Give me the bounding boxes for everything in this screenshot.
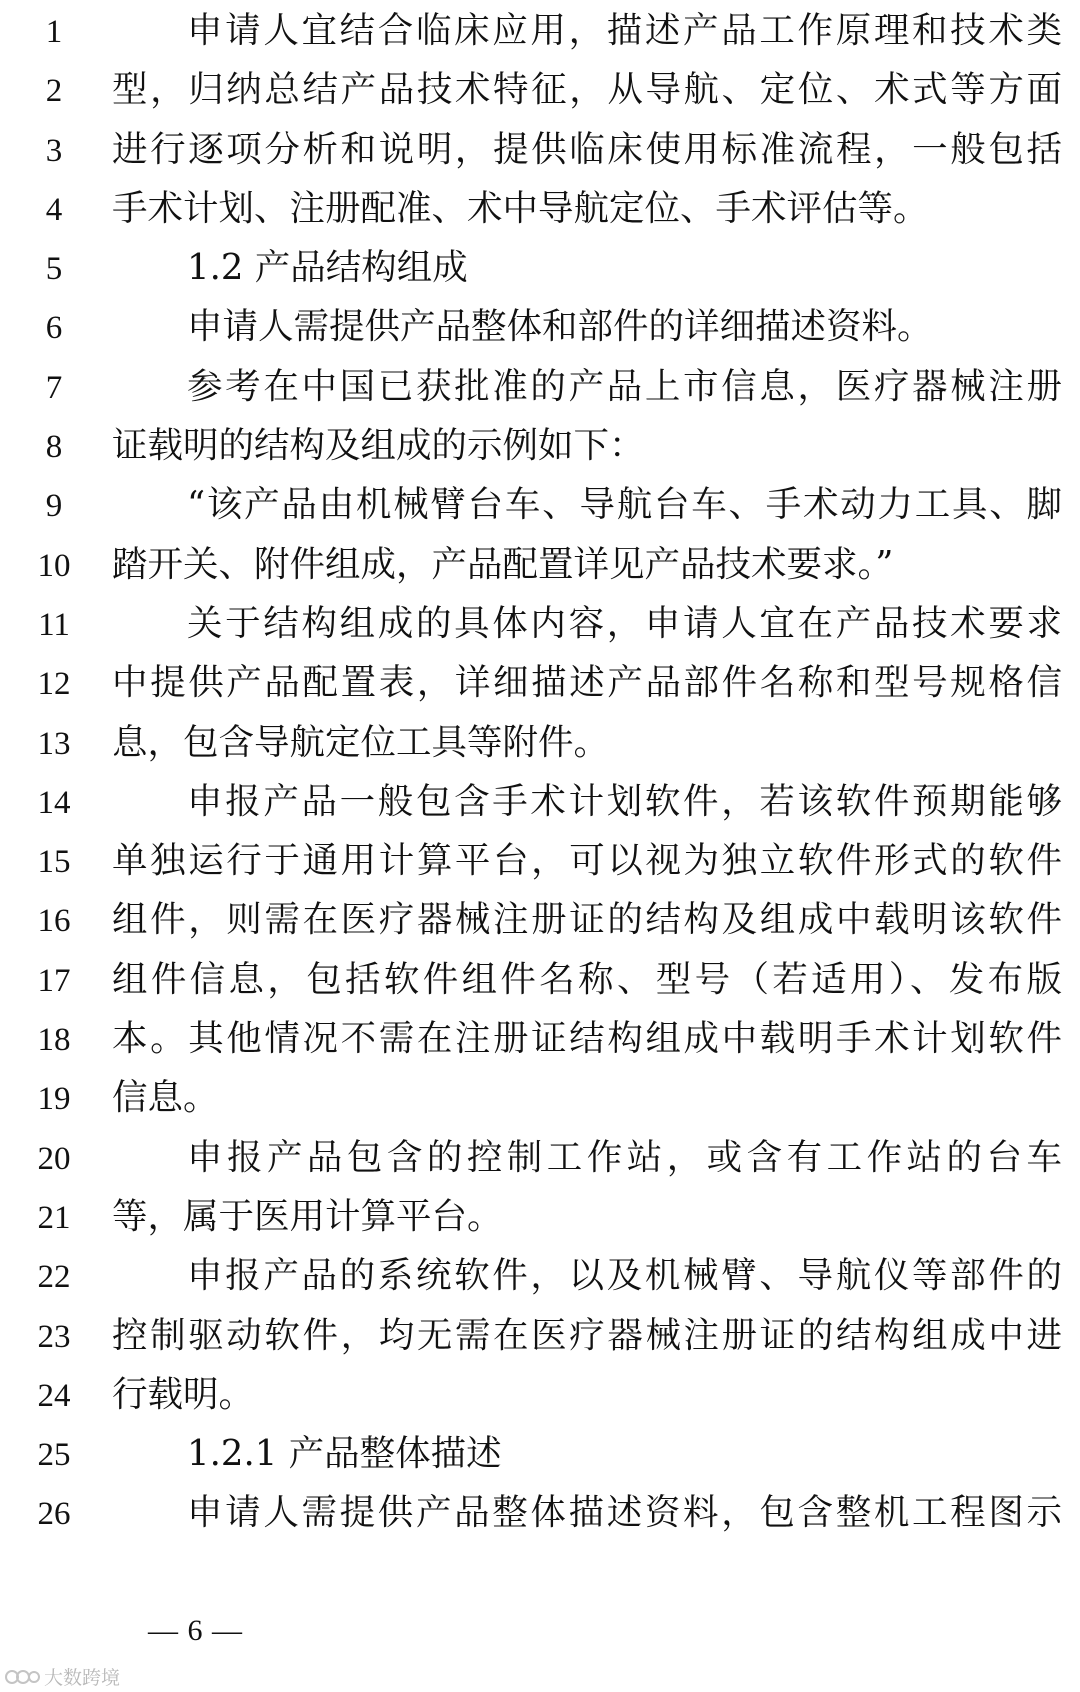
line-number: 8: [45, 429, 63, 466]
line-text: 中提供产品配置表，详细描述产品部件名称和型号规格信: [112, 662, 1062, 704]
line-text: 关于结构组成的具体内容，申请人宜在产品技术要求: [187, 602, 1062, 644]
line-text: 1.2.1 产品整体描述: [187, 1433, 502, 1475]
page-number: — 6 —: [148, 1614, 243, 1647]
line-text: 组件，则需在医疗器械注册证的结构及组成中载明该软件: [112, 899, 1062, 941]
line-text: 申请人宜结合临床应用，描述产品工作原理和技术类: [187, 10, 1062, 51]
line-number: 23: [37, 1318, 71, 1355]
text-line: [0, 3, 1080, 62]
line-number: 19: [37, 1081, 71, 1118]
line-text: 息，包含导航定位工具等附件。: [112, 721, 610, 763]
text-line: [0, 1011, 1080, 1070]
line-number: 5: [45, 251, 63, 288]
line-text: “该产品由机械臂台车、导航台车、手术动力工具、脚: [187, 484, 1062, 526]
text-line: [0, 299, 1080, 358]
line-number: 12: [37, 666, 71, 703]
line-number: 16: [37, 903, 71, 940]
text-line: [0, 122, 1080, 181]
line-number: 26: [37, 1496, 71, 1533]
text-line: [0, 181, 1080, 240]
line-text: 申请人需提供产品整体描述资料，包含整机工程图示: [187, 1492, 1062, 1534]
line-number: 10: [37, 547, 71, 584]
line-text: 申报产品的系统软件，以及机械臂、导航仪等部件的: [187, 1255, 1062, 1297]
line-text: 参考在中国已获批准的产品上市信息，医疗器械注册: [187, 365, 1062, 407]
line-text: 踏开关、附件组成，产品配置详见产品技术要求。”: [112, 543, 894, 585]
line-text: 单独运行于通用计算平台，可以视为独立软件形式的软件: [112, 840, 1062, 882]
text-line: [0, 833, 1080, 892]
text-line: [0, 1308, 1080, 1367]
line-number: 22: [37, 1259, 71, 1296]
line-text: 申请人需提供产品整体和部件的详细描述资料。: [187, 306, 933, 348]
line-number: 13: [37, 725, 71, 762]
line-number: 24: [37, 1377, 71, 1414]
line-text: 进行逐项分析和说明，提供临床使用标准流程，一般包括: [112, 128, 1062, 170]
line-number: 11: [38, 606, 70, 643]
line-text: 申报产品一般包含手术计划软件，若该软件预期能够: [187, 780, 1062, 822]
text-line: [0, 952, 1080, 1011]
line-text: 信息。: [112, 1077, 219, 1119]
text-line: [0, 1070, 1080, 1129]
line-number: 18: [37, 1022, 71, 1059]
text-line: [0, 477, 1080, 536]
text-line: [0, 1485, 1080, 1544]
text-body: [0, 3, 1080, 1545]
line-number: 2: [45, 73, 63, 110]
text-line: [0, 1426, 1080, 1485]
text-line: [0, 1248, 1080, 1307]
text-line: [0, 537, 1080, 596]
line-text: 1.2 产品结构组成: [187, 247, 468, 289]
text-line: [0, 240, 1080, 299]
line-number: 4: [45, 191, 63, 228]
line-number: 1: [45, 14, 63, 50]
line-text: 本。其他情况不需在注册证结构组成中载明手术计划软件: [112, 1018, 1062, 1060]
line-number: 20: [37, 1140, 71, 1177]
text-line: [0, 62, 1080, 121]
text-line: [0, 596, 1080, 655]
text-line: [0, 418, 1080, 477]
logo-icon: [4, 1666, 40, 1688]
watermark-text: 大数跨境: [44, 1667, 121, 1689]
line-text: 等，属于医用计算平台。: [112, 1195, 503, 1237]
line-number: 6: [45, 310, 63, 347]
line-text: 型，归纳总结产品技术特征，从导航、定位、术式等方面: [112, 69, 1062, 111]
line-number: 15: [37, 844, 71, 881]
line-text: 行载明。: [112, 1373, 255, 1415]
text-line: [0, 892, 1080, 951]
line-number: 3: [45, 132, 63, 169]
line-text: 申报产品包含的控制工作站，或含有工作站的台车: [187, 1136, 1062, 1178]
text-line: [0, 1367, 1080, 1426]
text-line: [0, 1189, 1080, 1248]
text-line: [0, 1130, 1080, 1189]
line-number: 17: [37, 962, 71, 999]
line-text: 组件信息，包括软件组件名称、型号（若适用）、发布版: [112, 958, 1062, 1000]
text-line: [0, 774, 1080, 833]
line-text: 证载明的结构及组成的示例如下：: [112, 425, 645, 467]
line-number: 7: [45, 369, 63, 406]
line-number: 9: [45, 488, 63, 525]
text-line: [0, 715, 1080, 774]
watermark: [4, 1663, 120, 1690]
line-number: 25: [37, 1437, 71, 1474]
line-text: 手术计划、注册配准、术中导航定位、手术评估等。: [112, 187, 929, 229]
line-number: 21: [37, 1199, 71, 1236]
line-number: 14: [37, 784, 71, 821]
line-text: 控制驱动软件，均无需在医疗器械注册证的结构组成中进: [112, 1314, 1062, 1356]
text-line: [0, 359, 1080, 418]
text-line: [0, 655, 1080, 714]
